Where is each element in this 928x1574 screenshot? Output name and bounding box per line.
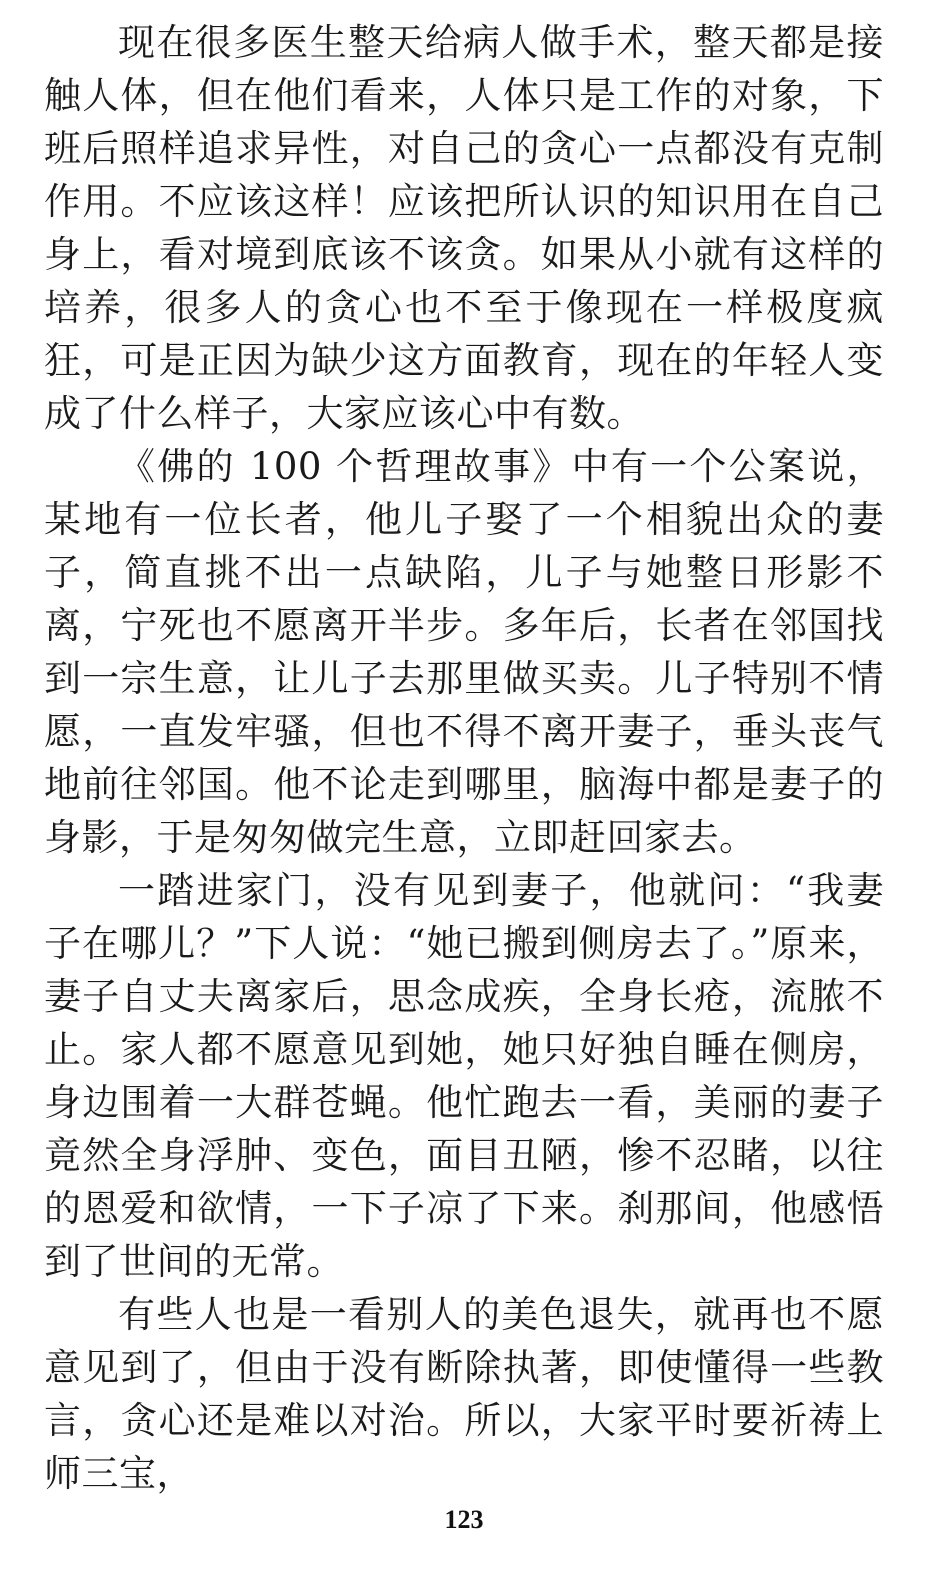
paragraph-1: 现在很多医生整天给病人做手术，整天都是接触人体，但在他们看来，人体只是工作的对象，下班后照样追求异性，对自己的贪心一点都没有克制作用。不应该这样！应该把所认识的知识用在自己身上，看对境到底该不该贪。如果从小就有这样的培养，很多人的贪心也不至于像现在一样极度疯狂，可是正因为缺少这方面教育，现在的年轻人变成了什么样子，大家应该心中有数。 (44, 21, 884, 435)
page-number: 123 (444, 1505, 484, 1534)
paragraph-2: 《佛的 100 个哲理故事》中有一个公案说，某地有一位长者，他儿子娶了一个相貌出众的妻子，简直挑不出一点缺陷，儿子与她整日形影不离，宁死也不愿离开半步。多年后，长者在邻国找到一宗生意，让儿子去那里做买卖。儿子特别不情愿，一直发牢骚，但也不得不离开妻子，垂头丧气地前往邻国。他不论走到哪里，脑海中都是妻子的身影，于是匆匆做完生意，立即赶回家去。 (44, 445, 884, 859)
paragraph-4: 有些人也是一看别人的美色退失，就再也不愿意见到了，但由于没有断除执著，即使懂得一些教言，贪心还是难以对治。所以，大家平时要祈祷上师三宝， (44, 1293, 884, 1495)
page-body (44, 16, 884, 1500)
paragraph-3: 一踏进家门，没有见到妻子，他就问：“我妻子在哪儿？”下人说：“她已搬到侧房去了。”原来，妻子自丈夫离家后，思念成疾，全身长疮，流脓不止。家人都不愿意见到她，她只好独自睡在侧房，身边围着一大群苍蝇。他忙跑去一看，美丽的妻子竟然全身浮肿、变色，面目丑陋，惨不忍睹，以往的恩爱和欲情，一下子凉了下来。刹那间，他感悟到了世间的无常。 (44, 869, 884, 1283)
